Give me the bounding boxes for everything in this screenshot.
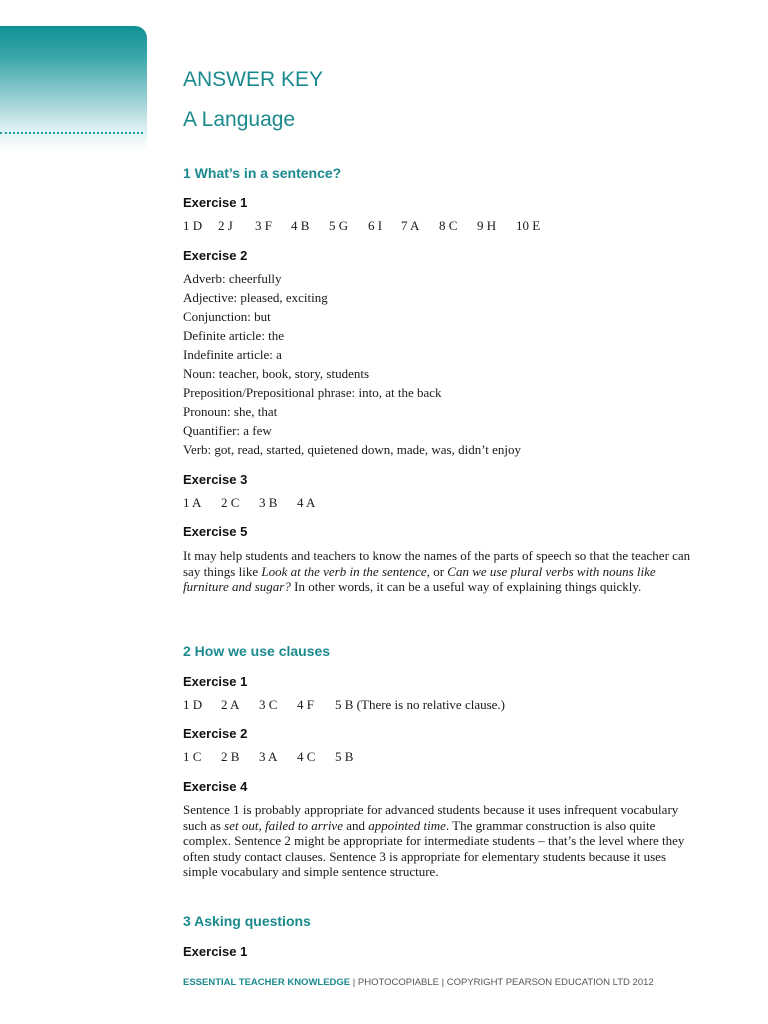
answer-item: 3 B xyxy=(259,495,278,510)
page-footer xyxy=(183,977,654,988)
list-item: Quantifier: a few xyxy=(183,423,272,438)
answer-item: 5 G xyxy=(329,218,349,233)
list-item: Pronoun: she, that xyxy=(183,404,278,419)
answer-item: 2 J xyxy=(218,218,233,233)
footer-brand: ESSENTIAL TEACHER KNOWLEDGE xyxy=(183,977,351,988)
answer-item: 4 A xyxy=(297,495,316,510)
text-run: Sentence 1 is probably appropriate for advanced students because it uses infrequent vocabulary such as xyxy=(183,802,679,833)
text-run: , xyxy=(258,817,265,833)
italic-run: Look at the verb in the sentence xyxy=(261,563,427,579)
text-run: . The grammar construction is also quite complex. Sentence 2 might be appropriate for intermediate students – that’s the level where they often study contact clauses. Sentence 3 is appropriate for elementary students because it uses simple vocabulary and simple sentence structure. xyxy=(183,817,685,879)
text-run: It may help students and teachers to know the names of the parts of speech so that the teacher can say things like xyxy=(183,548,691,579)
answer-item: 1 C xyxy=(183,749,202,764)
s2-exercise-2-label: Exercise 2 xyxy=(183,726,248,741)
s1-exercise-2-list xyxy=(183,269,521,459)
section-1-heading: 1 What’s in a sentence? xyxy=(183,165,342,181)
s2-exercise-1-answers xyxy=(183,697,505,713)
section-2-heading: 2 How we use clauses xyxy=(183,643,331,659)
s1-exercise-5-label: Exercise 5 xyxy=(183,524,248,539)
section-3-heading: 3 Asking questions xyxy=(183,913,311,929)
answer-item: 6 I xyxy=(368,218,383,233)
s1-exercise-5-text xyxy=(183,548,703,595)
s2-exercise-4-text xyxy=(183,802,703,880)
answer-item: 2 C xyxy=(221,495,240,510)
answer-item: 1 D xyxy=(183,697,203,712)
s1-exercise-3-answers xyxy=(183,495,315,511)
s1-exercise-2-label: Exercise 2 xyxy=(183,248,248,263)
dotted-divider xyxy=(0,132,143,134)
list-item: Noun: teacher, book, story, students xyxy=(183,366,370,381)
list-item: Definite article: the xyxy=(183,328,285,343)
answer-item: 2 A xyxy=(221,697,240,712)
italic-run: Can we use plural verbs with nouns like furniture and sugar? xyxy=(183,563,656,594)
s1-exercise-3-label: Exercise 3 xyxy=(183,472,248,487)
answer-item: 3 A xyxy=(259,749,278,764)
answer-item: 3 C xyxy=(259,697,278,712)
answer-item: 2 B xyxy=(221,749,240,764)
answer-item: 4 B xyxy=(291,218,310,233)
italic-run: appointed time xyxy=(368,817,446,833)
answer-item: 3 F xyxy=(255,218,272,233)
text-run: In other words, it can be a useful way of explaining things quickly. xyxy=(290,579,642,594)
footer-copyright: | PHOTOCOPIABLE | COPYRIGHT PEARSON EDUCATION LTD 2012 xyxy=(350,977,654,988)
s1-exercise-1-label: Exercise 1 xyxy=(183,195,248,210)
s2-exercise-2-answers xyxy=(183,749,353,765)
answer-item: 7 A xyxy=(401,218,420,233)
text-run: , or xyxy=(426,563,448,579)
section-title: A Language xyxy=(183,108,296,131)
s1-exercise-1-answers xyxy=(183,218,540,234)
list-item: Preposition/Prepositional phrase: into, at the back xyxy=(183,385,442,400)
list-item: Conjunction: but xyxy=(183,309,271,324)
answer-item: 5 B xyxy=(335,749,354,764)
text-run: and xyxy=(342,817,369,833)
italic-run: set out xyxy=(224,817,259,833)
answer-item: 1 A xyxy=(183,495,202,510)
s2-exercise-4-label: Exercise 4 xyxy=(183,779,248,794)
s2-exercise-1-label: Exercise 1 xyxy=(183,674,248,689)
s3-exercise-1-label: Exercise 1 xyxy=(183,944,248,959)
answer-item: 8 C xyxy=(439,218,458,233)
list-item: Verb: got, read, started, quietened down, made, was, didn’t enjoy xyxy=(183,442,522,457)
list-item: Adjective: pleased, exciting xyxy=(183,290,328,305)
page-title: ANSWER KEY xyxy=(183,68,324,91)
answer-item: 5 B (There is no relative clause.) xyxy=(335,697,506,712)
answer-item: 4 C xyxy=(297,749,316,764)
answer-item: 4 F xyxy=(297,697,314,712)
answer-item: 1 D xyxy=(183,218,203,233)
list-item: Adverb: cheerfully xyxy=(183,271,282,286)
answer-item: 10 E xyxy=(516,218,541,233)
italic-run: failed to arrive xyxy=(264,817,343,833)
answer-item: 9 H xyxy=(477,218,497,233)
list-item: Indefinite article: a xyxy=(183,347,282,362)
